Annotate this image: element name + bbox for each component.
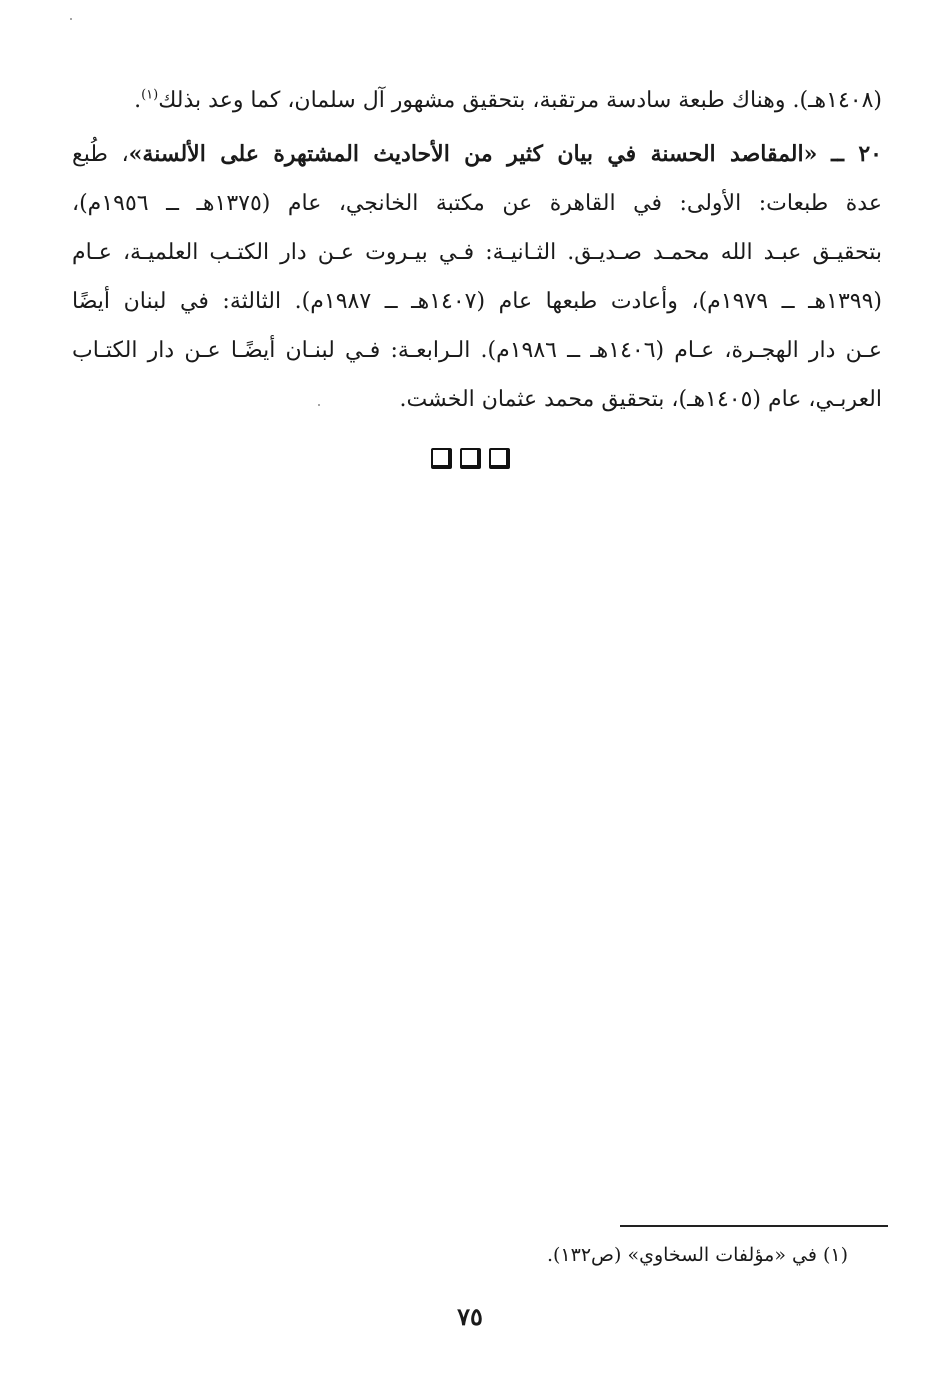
page-number: ٧٥ [457,1302,483,1331]
entry-number: ٢٠ ــ [831,141,882,167]
paragraph-line: عدة طبعات: الأولى: في القاهرة عن مكتبة الخانجي، عام (١٣٧٥هـ ــ ١٩٥٦م)، [72,191,882,216]
section-separator [0,448,940,473]
entry-heading-line [72,130,882,179]
paragraph-line: بتحقيـق عبـد الله محمـد صـديـق. الثـانيـة: فـي بيـروت عـن دار الكتـب العلميـة، عـام [72,240,882,265]
entry-20-paragraph [72,130,882,424]
paragraph-continuation [72,76,882,125]
footnote-reference: (١) [141,87,159,103]
square-ornament-icon [489,448,510,469]
square-ornament-icon [431,448,452,469]
paragraph-line: (١٤٠٨هـ). وهناك طبعة سادسة مرتقبة، بتحقيق مشهور آل سلمان، كما وعد بذلك$^{(١)}$. [134,87,882,113]
paragraph-line: عـن دار الهجـرة، عـام (١٤٠٦هـ ــ ١٩٨٦م). الـرابعـة: فـي لبنـان أيضًـا عـن دار الكتـاب [72,338,882,363]
scan-speck [70,18,72,20]
paragraph-line: العربـي، عام (١٤٠٥هـ)، بتحقيق محمد عثمان الخشت. [399,387,882,412]
footnote: (١) في «مؤلفات السخاوي» (ص١٣٢). [546,1244,848,1266]
entry-title: «المقاصد الحسنة في بيان كثير من الأحاديث المشتهرة على الألسنة» [128,141,818,167]
paragraph-line: (١٣٩٩هـ ــ ١٩٧٩م)، وأعادت طبعها عام (١٤٠٧هـ ــ ١٩٨٧م). الثالثة: في لبنان أيضًا [72,289,882,314]
footnote-divider [620,1225,888,1227]
entry-heading-tail: ، طُبع [72,142,129,167]
square-ornament-icon [460,448,481,469]
